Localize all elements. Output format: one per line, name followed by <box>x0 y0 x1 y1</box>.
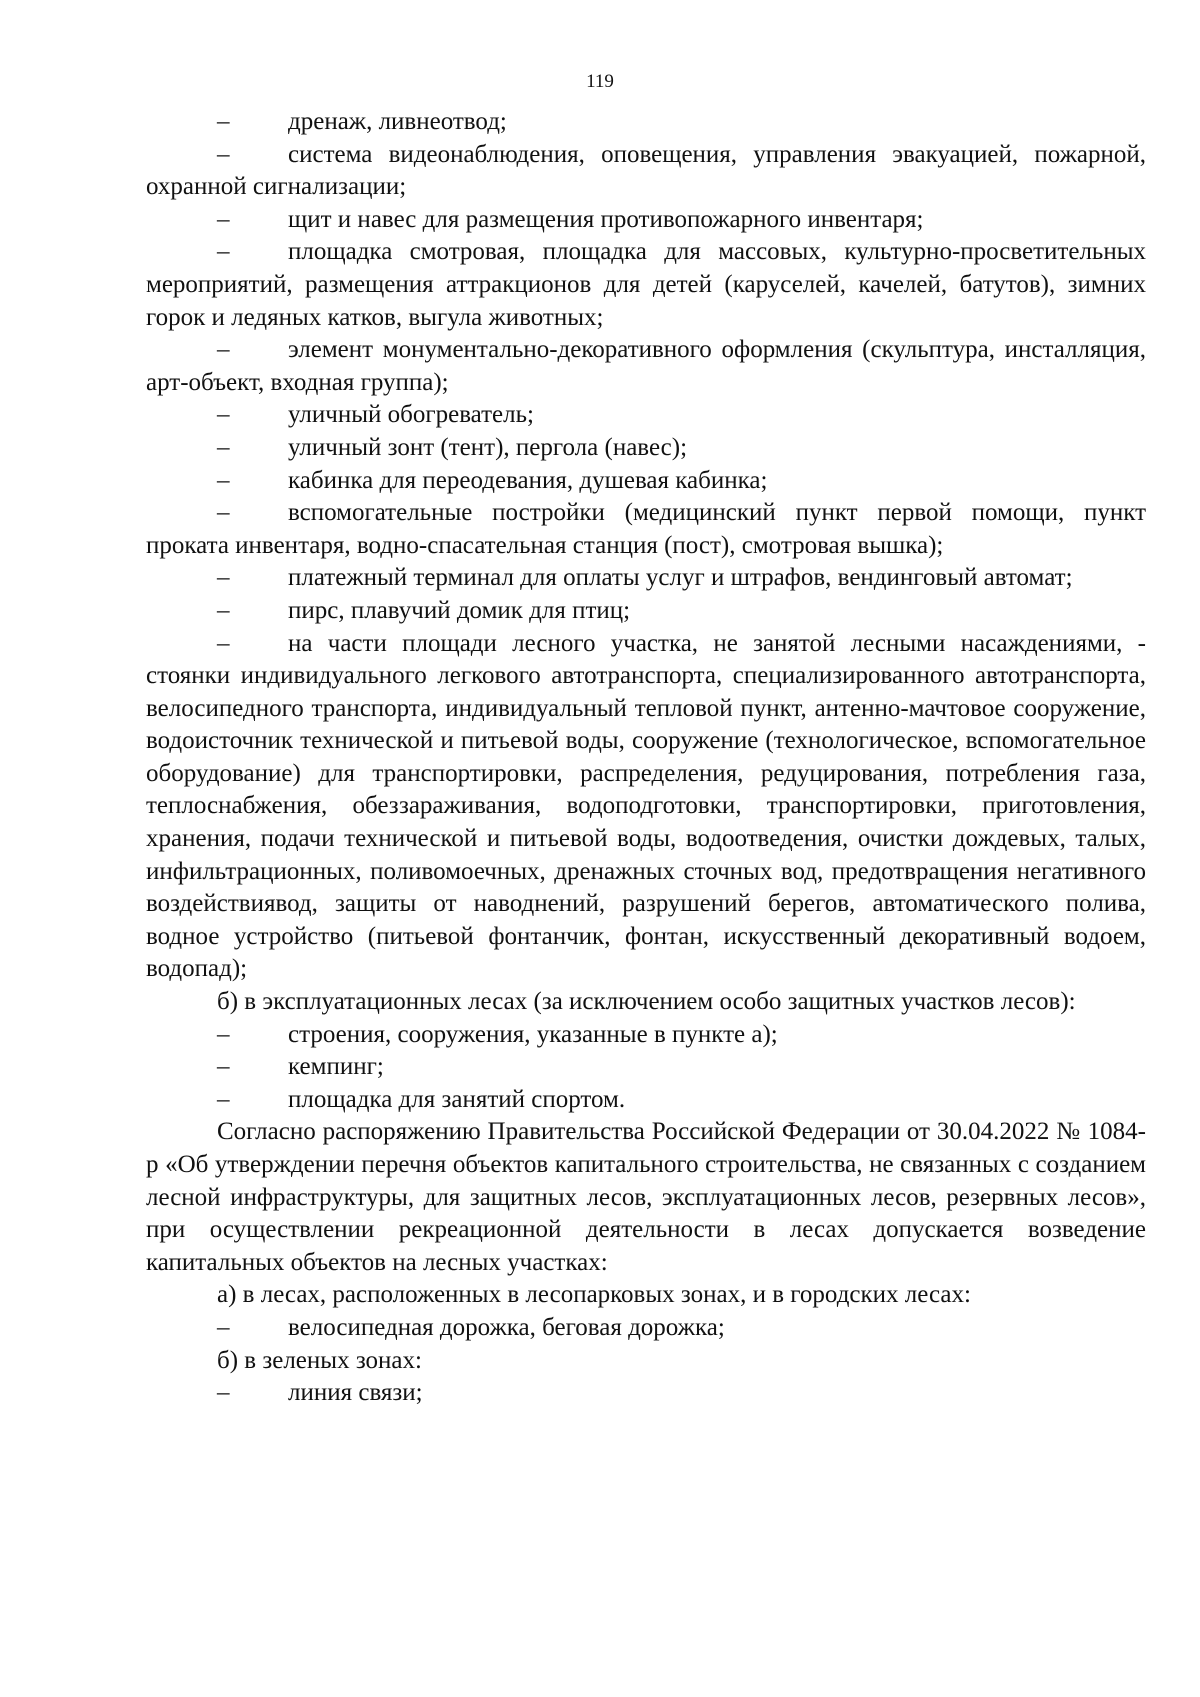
dash-bullet: – <box>217 401 230 429</box>
list-item <box>146 628 1146 987</box>
list-item-text: кемпинг; <box>288 1053 384 1081</box>
dash-bullet: – <box>217 336 230 364</box>
list-item <box>146 236 1146 334</box>
dash-bullet: – <box>217 1020 230 1048</box>
list-item-text: велосипедная дорожка, беговая дорожка; <box>288 1313 725 1341</box>
list-item <box>146 432 1146 465</box>
page-number: 119 <box>586 71 614 92</box>
list-item-text: строения, сооружения, указанные в пункте а); <box>288 1020 778 1048</box>
list-item-text: уличный зонт (тент), пергола (навес); <box>288 433 688 461</box>
paragraph: б) в эксплуатационных лесах (за исключением особо защитных участков лесов): <box>217 988 1076 1016</box>
dash-bullet: – <box>217 1085 230 1113</box>
dash-bullet: – <box>217 108 230 135</box>
list-item-text: элемент монументально-декоративного оформления (скульптура, инсталляция, арт-объект, входная группа); <box>146 336 1146 396</box>
list-item-text: кабинка для переодевания, душевая кабинка; <box>288 466 768 494</box>
list-item <box>146 139 1146 204</box>
list-item <box>146 562 1146 595</box>
list-item <box>146 1019 1146 1052</box>
list-item <box>146 595 1146 628</box>
list-item-text: уличный обогреватель; <box>288 401 534 429</box>
list-item-text: пирс, плавучий домик для птиц; <box>288 596 631 624</box>
list-item-text: система видеонаблюдения, оповещения, управления эвакуацией, пожарной, охранной сигнализации; <box>146 140 1146 201</box>
dash-bullet: – <box>217 1053 230 1081</box>
list-item <box>146 1051 1146 1084</box>
dash-bullet: – <box>217 629 230 657</box>
list-item-text: линия связи; <box>288 1379 423 1407</box>
body-text <box>146 106 1146 1410</box>
list-item-text: площадка смотровая, площадка для массовых, культурно-просветительных мероприятий, размещения аттракционов для детей (каруселей, качелей, батутов), зимних горок и ледяных катков, выгула животных; <box>146 238 1146 331</box>
list-item <box>146 1084 1146 1117</box>
list-item <box>146 334 1146 399</box>
list-item <box>146 1312 1146 1345</box>
list-item <box>146 399 1146 432</box>
dash-bullet: – <box>217 205 230 233</box>
paragraph: Согласно распоряжению Правительства Российской Федерации от 30.04.2022 № 1084-р «Об утверждении перечня объектов капитального строительства, не связанных с созданием лесной инфраструктуры, для защитных лесов, эксплуатационных лесов, резервных лесов», при осуществлении рекреационной деятельности в лесах допускается возведение капитальных объектов на лесных участках: <box>146 1118 1146 1276</box>
dash-bullet: – <box>217 140 230 168</box>
list-item-text: дренаж, ливнеотвод; <box>288 108 507 135</box>
dash-bullet: – <box>217 499 230 527</box>
dash-bullet: – <box>217 238 230 266</box>
dash-bullet: – <box>217 564 230 592</box>
dash-bullet: – <box>217 466 230 494</box>
dash-bullet: – <box>217 1313 230 1341</box>
list-item <box>146 106 1146 139</box>
list-item <box>146 465 1146 498</box>
list-item <box>146 497 1146 562</box>
dash-bullet: – <box>217 1379 230 1407</box>
list-item-text: на части площади лесного участка, не занятой лесными насаждениями, - стоянки индивидуального легкового автотранспорта, специализированного автотранспорта, велосипедного транспорта, индивидуальный тепловой пункт, антенно-мачтовое сооружение, водоисточник технической и питьевой воды, сооружение (технологическое, вспомогательное оборудование) для транспортировки, распределения, редуцирования, потребления газа, теплоснабжения, обеззараживания, водоподготовки, транспортировки, приготовления, хранения, подачи технической и питьевой воды, водоотведения, очистки дождевых, талых, инфильтрационных, поливомоечных, дренажных сточных вод, предотвращения негативного воздействиявод, защиты от наводнений, разрушений берегов, автоматического полива, водное устройство (питьевой фонтанчик, фонтан, искусственный декоративный водоем, водопад); <box>146 629 1146 983</box>
list-item-text: щит и навес для размещения противопожарного инвентаря; <box>288 205 924 233</box>
dash-bullet: – <box>217 596 230 624</box>
list-item-text: вспомогательные постройки (медицинский пункт первой помощи, пункт проката инвентаря, водно-спасательная станция (пост), смотровая вышка); <box>146 499 1146 559</box>
dash-bullet: – <box>217 433 230 461</box>
paragraph: б) в зеленых зонах: <box>217 1346 422 1374</box>
list-item <box>146 1377 1146 1410</box>
paragraph: а) в лесах, расположенных в лесопарковых зонах, и в городских лесах: <box>217 1281 971 1309</box>
list-item <box>146 204 1146 237</box>
list-item-text: платежный терминал для оплаты услуг и штрафов, вендинговый автомат; <box>288 564 1073 592</box>
list-item-text: площадка для занятий спортом. <box>288 1085 626 1113</box>
